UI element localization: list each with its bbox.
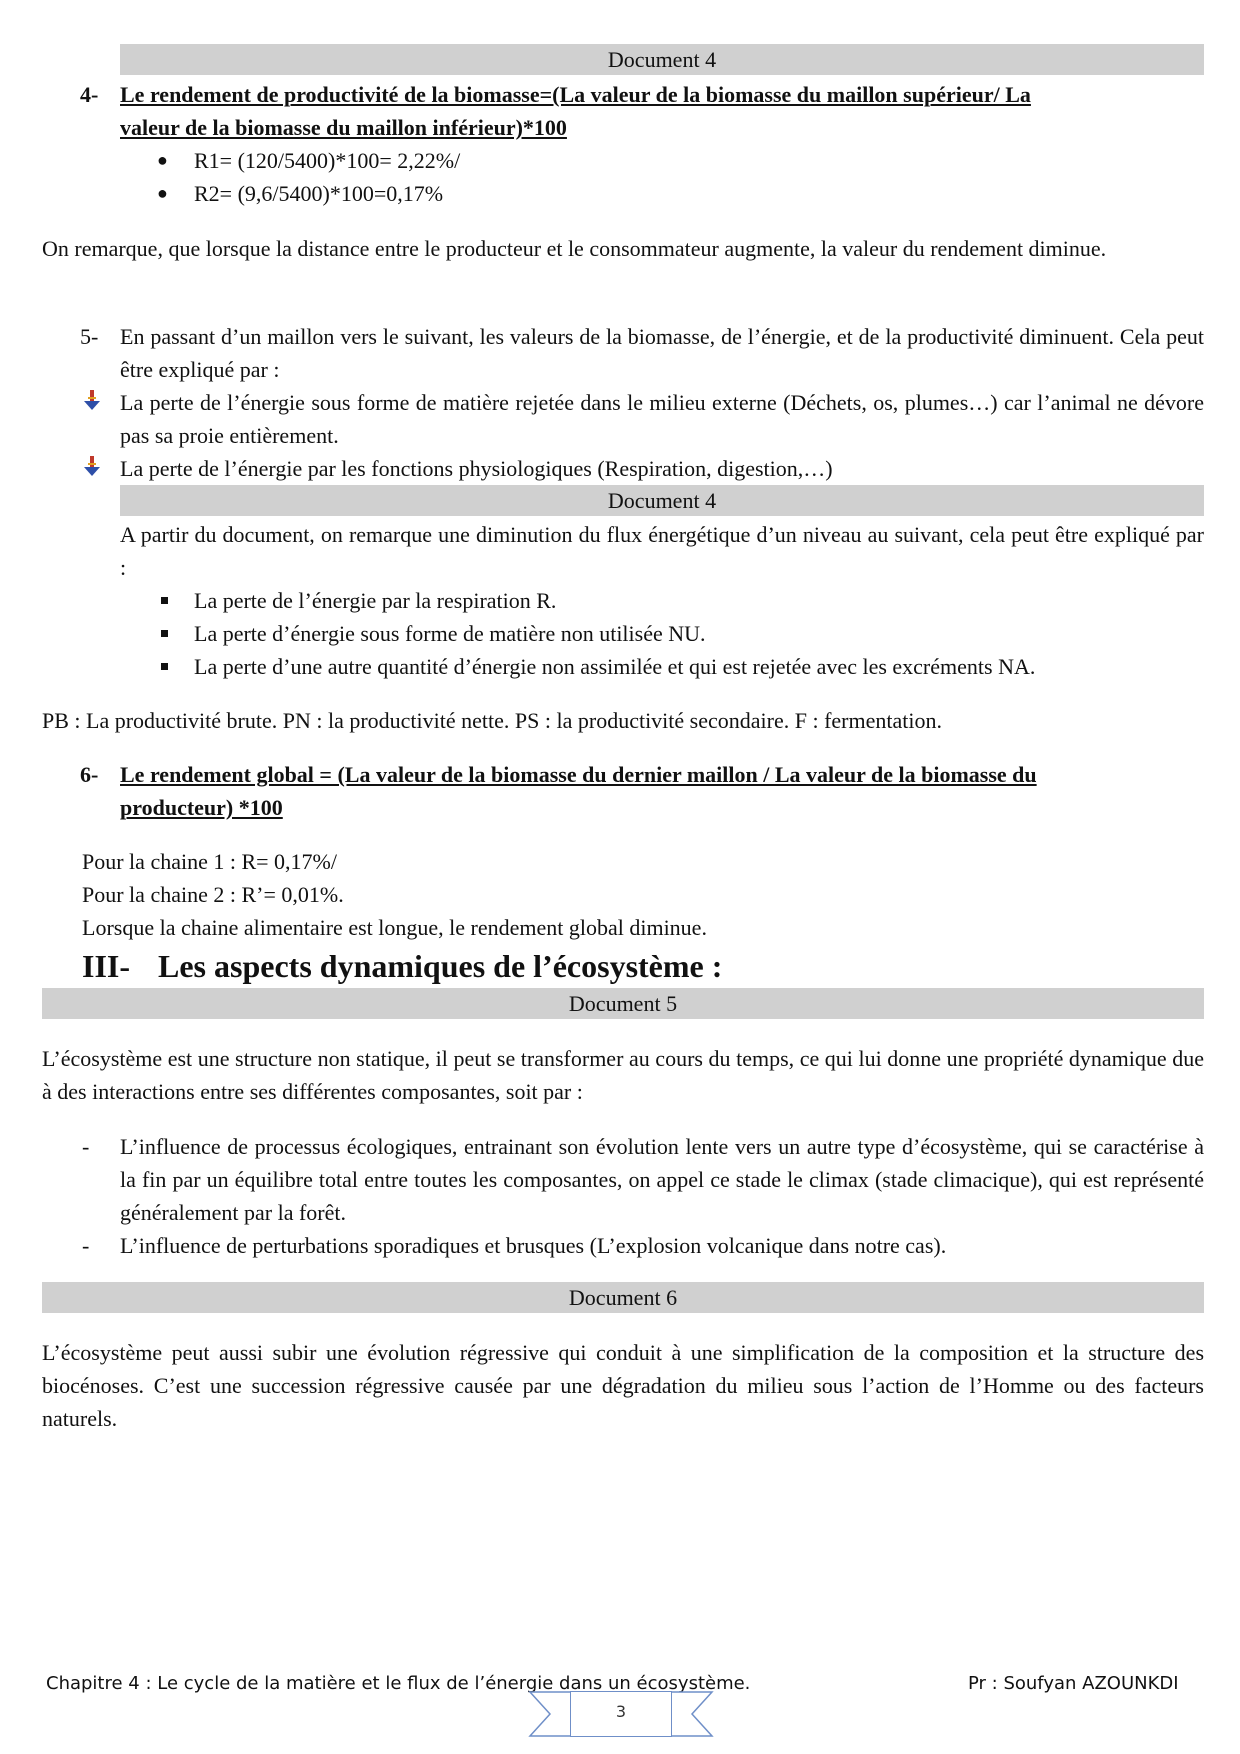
chain-1-result: Pour la chaine 1 : R= 0,17%/ [82,849,337,874]
item-4-title-line2: valeur de la biomasse du maillon inférieur)*100 [120,115,567,140]
bullet-dot: ● [157,183,168,203]
arrow-down-icon [80,454,104,478]
document-6-header: Document 6 [42,1282,1204,1313]
item-5-number: 5- [80,324,99,349]
bullet-square [161,630,168,637]
remark-paragraph: On remarque, que lorsque la distance entre le producteur et le consommateur augmente, la valeur du rendement diminue. [42,236,1107,261]
bullet-square [161,597,168,604]
ratio-r1: R1= (120/5400)*100= 2,22%/ [194,148,461,173]
energy-loss-respiration: La perte de l’énergie par la respiration R. [194,588,557,613]
section-3-number: III- [82,948,131,984]
item-5-text: En passant d’un maillon vers le suivant, les valeurs de la biomasse, de l’énergie, et de la productivité diminuent. Cela peut être expliqué par : [120,324,1204,382]
document-4-header-2: Document 4 [120,485,1204,516]
bullet-dot: ● [157,150,168,170]
item-6-title-line2: producteur) *100 [120,795,283,820]
document-6-paragraph: L’écosystème peut aussi subir une évolution régressive qui conduit à une simplification de la composition et la structure des biocénoses. C’est une succession régressive causée par une dégradation du milieu sous l’action de l’Homme ou des facteurs naturels. [42,1340,1204,1431]
item-4-number: 4- [80,82,99,107]
item-6-number: 6- [80,762,99,787]
item-4-title-line1: Le rendement de productivité de la biomasse=(La valeur de la biomasse du maillon supérieur/ La [120,82,1031,107]
document-4-intro: A partir du document, on remarque une diminution du flux énergétique d’un niveau au suivant, cela peut être expliqué par : [120,522,1204,580]
ecological-process-item: L’influence de processus écologiques, entrainant son évolution lente vers un autre type d’écosystème, qui se caractérise à la fin par un équilibre total entre toutes les composantes, on appel ce stade le climax (stade climacique), qui est représenté généralement par la forêt. [120,1134,1204,1225]
dash-bullet: - [82,1233,90,1258]
disturbance-item: L’influence de perturbations sporadiques et brusques (L’explosion volcanique dans notre cas). [120,1233,947,1258]
loss-item-2: La perte de l’énergie par les fonctions physiologiques (Respiration, digestion,…) [120,456,833,481]
energy-loss-unassimilated: La perte d’une autre quantité d’énergie non assimilée et qui est rejetée avec les excréments NA. [194,654,1036,679]
loss-item-1: La perte de l’énergie sous forme de matière rejetée dans le milieu externe (Déchets, os, plumes…) car l’animal ne dévore pas sa proie entièrement. [120,390,1204,448]
legend-paragraph: PB : La productivité brute. PN : la productivité nette. PS : la productivité secondaire. F : fermentation. [42,708,942,733]
item-6-title-line1: Le rendement global = (La valeur de la biomasse du dernier maillon / La valeur de la biomasse du [120,762,1037,787]
footer-author: Pr : Soufyan AZOUNKDI [968,1673,1179,1694]
global-yield-conclusion: Lorsque la chaine alimentaire est longue, le rendement global diminue. [82,915,707,940]
dash-bullet: - [82,1134,90,1159]
document-4-header: Document 4 [120,44,1204,75]
document-5-header: Document 5 [42,988,1204,1019]
document-5-paragraph: L’écosystème est une structure non statique, il peut se transformer au cours du temps, ce qui lui donne une propriété dynamique due à des interactions entre ses différentes composantes, soit par : [42,1046,1204,1104]
page-number: 3 [570,1691,672,1737]
bullet-square [161,663,168,670]
footer-chapter: Chapitre 4 : Le cycle de la matière et le flux de l’énergie dans un écosystème. [46,1673,751,1694]
chain-2-result: Pour la chaine 2 : R’= 0,01%. [82,882,344,907]
arrow-down-icon [80,388,104,412]
section-3-title: Les aspects dynamiques de l’écosystème : [158,948,723,984]
ratio-r2: R2= (9,6/5400)*100=0,17% [194,181,444,206]
energy-loss-unused: La perte d’énergie sous forme de matière non utilisée NU. [194,621,706,646]
